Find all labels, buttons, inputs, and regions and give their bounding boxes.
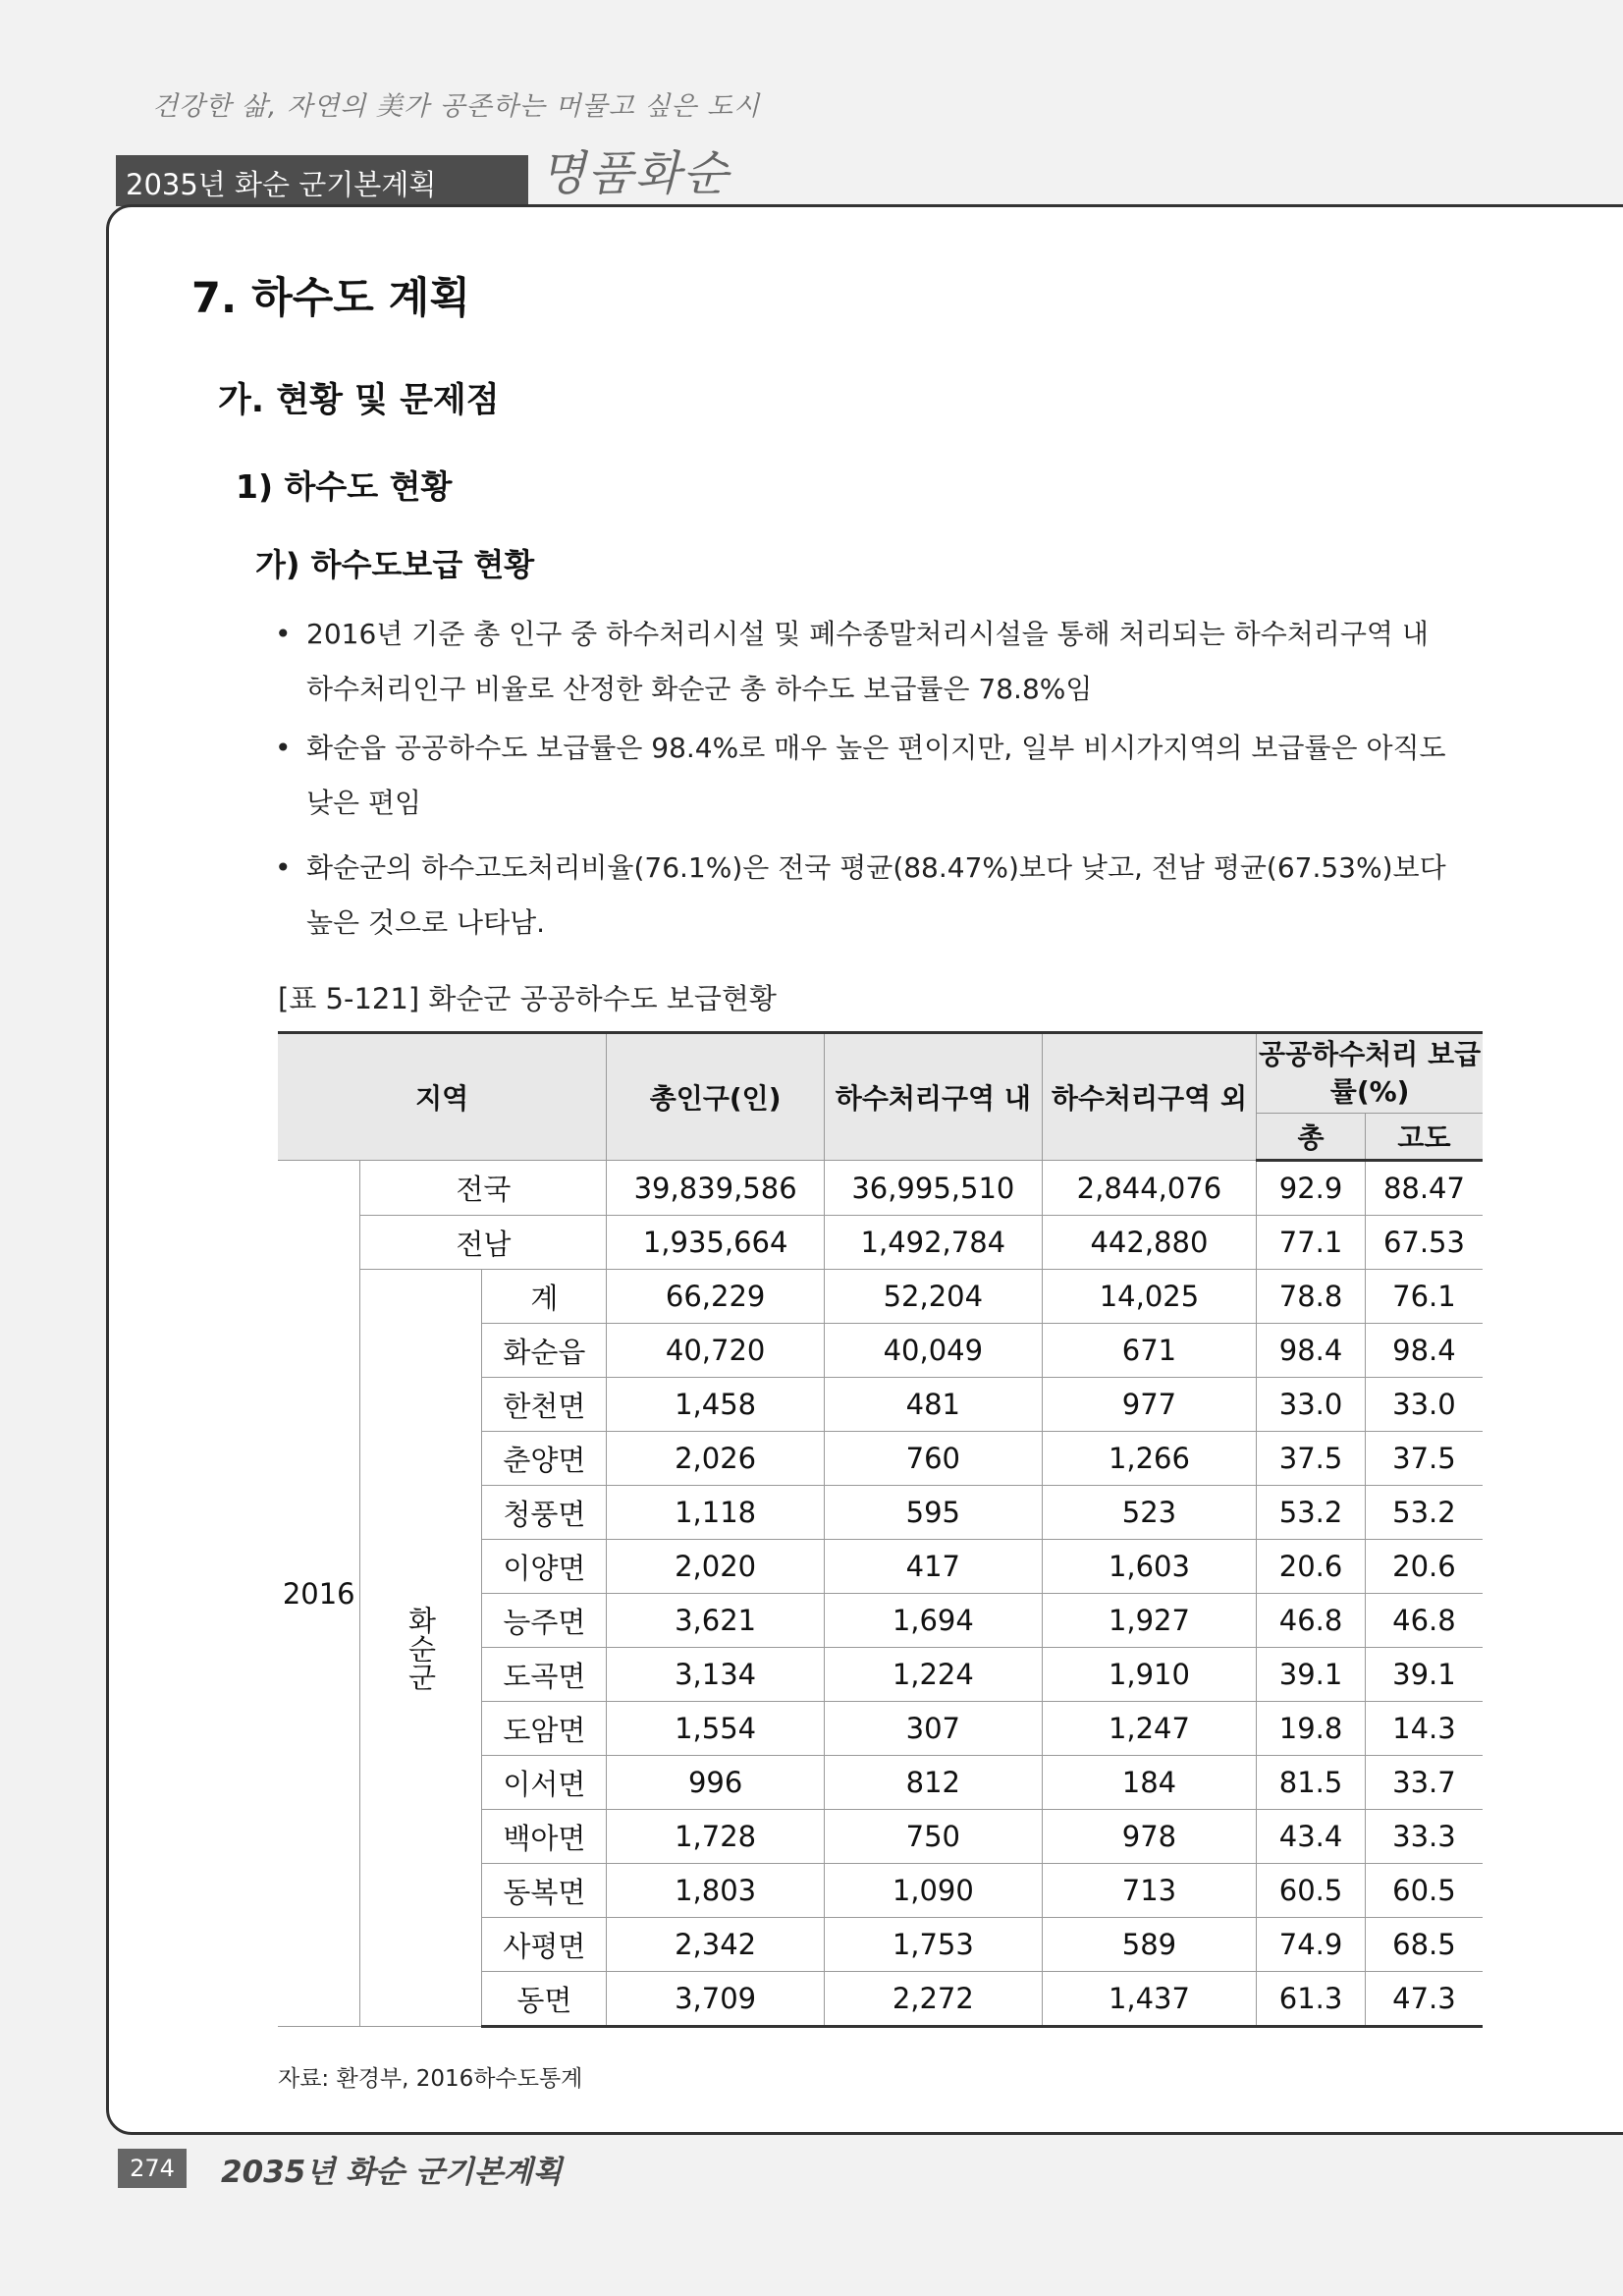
bullet-item — [275, 721, 1453, 831]
bullet-item — [275, 607, 1453, 717]
total-rate-cell: 74.9 — [1257, 1918, 1366, 1972]
population-cell: 40,720 — [607, 1324, 825, 1378]
outside-cell: 1,266 — [1042, 1432, 1257, 1486]
total-rate-cell: 46.8 — [1257, 1594, 1366, 1648]
inside-cell: 1,694 — [824, 1594, 1042, 1648]
bullet-marker: • — [275, 618, 292, 650]
region-cell: 능주면 — [482, 1594, 607, 1648]
total-rate-cell: 61.3 — [1257, 1972, 1366, 2027]
population-cell: 1,118 — [607, 1486, 825, 1540]
advanced-rate-cell: 46.8 — [1365, 1594, 1483, 1648]
header-region: 지역 — [278, 1033, 607, 1161]
total-rate-cell: 60.5 — [1257, 1864, 1366, 1918]
header-rate: 공공하수처리 보급률(%) — [1257, 1033, 1483, 1114]
advanced-rate-cell: 53.2 — [1365, 1486, 1483, 1540]
inside-cell: 1,224 — [824, 1648, 1042, 1702]
outside-cell: 1,437 — [1042, 1972, 1257, 2027]
region-cell: 도곡면 — [482, 1648, 607, 1702]
population-cell: 1,554 — [607, 1702, 825, 1756]
advanced-rate-cell: 47.3 — [1365, 1972, 1483, 2027]
inside-cell: 52,204 — [824, 1270, 1042, 1324]
table-source: 자료: 환경부, 2016하수도통계 — [278, 2066, 583, 2092]
region-cell: 계 — [482, 1270, 607, 1324]
advanced-rate-cell: 20.6 — [1365, 1540, 1483, 1594]
advanced-rate-cell: 60.5 — [1365, 1864, 1483, 1918]
total-rate-cell: 20.6 — [1257, 1540, 1366, 1594]
advanced-rate-cell: 33.3 — [1365, 1810, 1483, 1864]
population-cell: 1,935,664 — [607, 1216, 825, 1270]
header-total: 총 — [1257, 1114, 1366, 1161]
inside-cell: 307 — [824, 1702, 1042, 1756]
population-cell: 1,728 — [607, 1810, 825, 1864]
region-cell: 동복면 — [482, 1864, 607, 1918]
table-row — [278, 1161, 1483, 1216]
header-population: 총인구(인) — [607, 1033, 825, 1161]
header-inside: 하수처리구역 내 — [824, 1033, 1042, 1161]
inside-cell: 2,272 — [824, 1972, 1042, 2027]
inside-cell: 1,753 — [824, 1918, 1042, 1972]
header-advanced: 고도 — [1365, 1114, 1483, 1161]
population-cell: 2,020 — [607, 1540, 825, 1594]
header-outside: 하수처리구역 외 — [1042, 1033, 1257, 1161]
outside-cell: 442,880 — [1042, 1216, 1257, 1270]
header-tab-title: 2035년 화순 군기본계획 — [126, 168, 437, 201]
advanced-rate-cell: 68.5 — [1365, 1918, 1483, 1972]
advanced-rate-cell: 88.47 — [1365, 1161, 1483, 1216]
subsection-title: 가. 현황 및 문제점 — [218, 381, 500, 420]
region-cell: 백아면 — [482, 1810, 607, 1864]
outside-cell: 184 — [1042, 1756, 1257, 1810]
population-cell: 3,621 — [607, 1594, 825, 1648]
advanced-rate-cell: 33.7 — [1365, 1756, 1483, 1810]
bullet-marker: • — [275, 851, 292, 884]
region-cell: 사평면 — [482, 1918, 607, 1972]
region-cell: 한천면 — [482, 1378, 607, 1432]
region-cell: 전국 — [360, 1161, 607, 1216]
outside-cell: 671 — [1042, 1324, 1257, 1378]
footer-title: 2035년 화순 군기본계획 — [221, 2155, 563, 2190]
region-cell: 동면 — [482, 1972, 607, 2027]
advanced-rate-cell: 76.1 — [1365, 1270, 1483, 1324]
bullet-text: 2016년 기준 총 인구 중 하수처리시설 및 폐수종말처리시설을 통해 처리되는 하수처리구역 내 하수처리인구 비율로 산정한 화순군 총 하수도 보급률은 78.8%임 — [306, 618, 1429, 705]
inside-cell: 481 — [824, 1378, 1042, 1432]
outside-cell: 713 — [1042, 1864, 1257, 1918]
outside-cell: 1,927 — [1042, 1594, 1257, 1648]
table-row — [278, 1216, 1483, 1270]
inside-cell: 1,492,784 — [824, 1216, 1042, 1270]
inside-cell: 750 — [824, 1810, 1042, 1864]
total-rate-cell: 37.5 — [1257, 1432, 1366, 1486]
outside-cell: 1,247 — [1042, 1702, 1257, 1756]
advanced-rate-cell: 98.4 — [1365, 1324, 1483, 1378]
page-number: 274 — [118, 2149, 187, 2188]
region-cell: 화순읍 — [482, 1324, 607, 1378]
population-cell: 66,229 — [607, 1270, 825, 1324]
advanced-rate-cell: 14.3 — [1365, 1702, 1483, 1756]
year-cell: 2016 — [278, 1161, 360, 2027]
bullet-text: 화순군의 하수고도처리비율(76.1%)은 전국 평균(88.47%)보다 낮고, 전남 평균(67.53%)보다 높은 것으로 나타남. — [306, 851, 1446, 939]
total-rate-cell: 78.8 — [1257, 1270, 1366, 1324]
population-cell: 1,458 — [607, 1378, 825, 1432]
topic-title: 가) 하수도보급 현황 — [255, 546, 535, 583]
bullet-text: 화순읍 공공하수도 보급률은 98.4%로 매우 높은 편이지만, 일부 비시가지역의 보급률은 아직도 낮은 편임 — [306, 732, 1446, 819]
population-cell: 39,839,586 — [607, 1161, 825, 1216]
inside-cell: 812 — [824, 1756, 1042, 1810]
inside-cell: 417 — [824, 1540, 1042, 1594]
advanced-rate-cell: 39.1 — [1365, 1648, 1483, 1702]
population-cell: 1,803 — [607, 1864, 825, 1918]
section-title: 7. 하수도 계획 — [191, 274, 470, 323]
outside-cell: 978 — [1042, 1810, 1257, 1864]
total-rate-cell: 19.8 — [1257, 1702, 1366, 1756]
outside-cell: 1,910 — [1042, 1648, 1257, 1702]
advanced-rate-cell: 37.5 — [1365, 1432, 1483, 1486]
outside-cell: 523 — [1042, 1486, 1257, 1540]
table-row — [278, 1270, 1483, 1324]
population-cell: 2,026 — [607, 1432, 825, 1486]
outside-cell: 589 — [1042, 1918, 1257, 1972]
inside-cell: 1,090 — [824, 1864, 1042, 1918]
total-rate-cell: 92.9 — [1257, 1161, 1366, 1216]
outside-cell: 1,603 — [1042, 1540, 1257, 1594]
county-label-cell: 화순군 — [360, 1270, 482, 2027]
brand-logo: 명품화순 — [540, 146, 730, 201]
region-cell: 청풍면 — [482, 1486, 607, 1540]
outside-cell: 977 — [1042, 1378, 1257, 1432]
total-rate-cell: 39.1 — [1257, 1648, 1366, 1702]
advanced-rate-cell: 67.53 — [1365, 1216, 1483, 1270]
population-cell: 2,342 — [607, 1918, 825, 1972]
total-rate-cell: 77.1 — [1257, 1216, 1366, 1270]
bullet-item — [275, 841, 1453, 951]
inside-cell: 760 — [824, 1432, 1042, 1486]
total-rate-cell: 53.2 — [1257, 1486, 1366, 1540]
table-caption: [표 5-121] 화순군 공공하수도 보급현황 — [278, 982, 777, 1015]
region-cell: 이양면 — [482, 1540, 607, 1594]
population-cell: 996 — [607, 1756, 825, 1810]
outside-cell: 14,025 — [1042, 1270, 1257, 1324]
outside-cell: 2,844,076 — [1042, 1161, 1257, 1216]
population-cell: 3,134 — [607, 1648, 825, 1702]
region-cell: 도암면 — [482, 1702, 607, 1756]
subsubsection-title: 1) 하수도 현황 — [236, 467, 453, 506]
inside-cell: 40,049 — [824, 1324, 1042, 1378]
region-cell: 춘양면 — [482, 1432, 607, 1486]
bullet-marker: • — [275, 732, 292, 764]
total-rate-cell: 98.4 — [1257, 1324, 1366, 1378]
sewer-supply-table — [278, 1031, 1483, 2028]
advanced-rate-cell: 33.0 — [1365, 1378, 1483, 1432]
inside-cell: 36,995,510 — [824, 1161, 1042, 1216]
header-slogan: 건강한 삶, 자연의 美가 공존하는 머물고 싶은 도시 — [152, 91, 761, 122]
population-cell: 3,709 — [607, 1972, 825, 2027]
total-rate-cell: 43.4 — [1257, 1810, 1366, 1864]
inside-cell: 595 — [824, 1486, 1042, 1540]
region-cell: 이서면 — [482, 1756, 607, 1810]
total-rate-cell: 81.5 — [1257, 1756, 1366, 1810]
total-rate-cell: 33.0 — [1257, 1378, 1366, 1432]
region-cell: 전남 — [360, 1216, 607, 1270]
